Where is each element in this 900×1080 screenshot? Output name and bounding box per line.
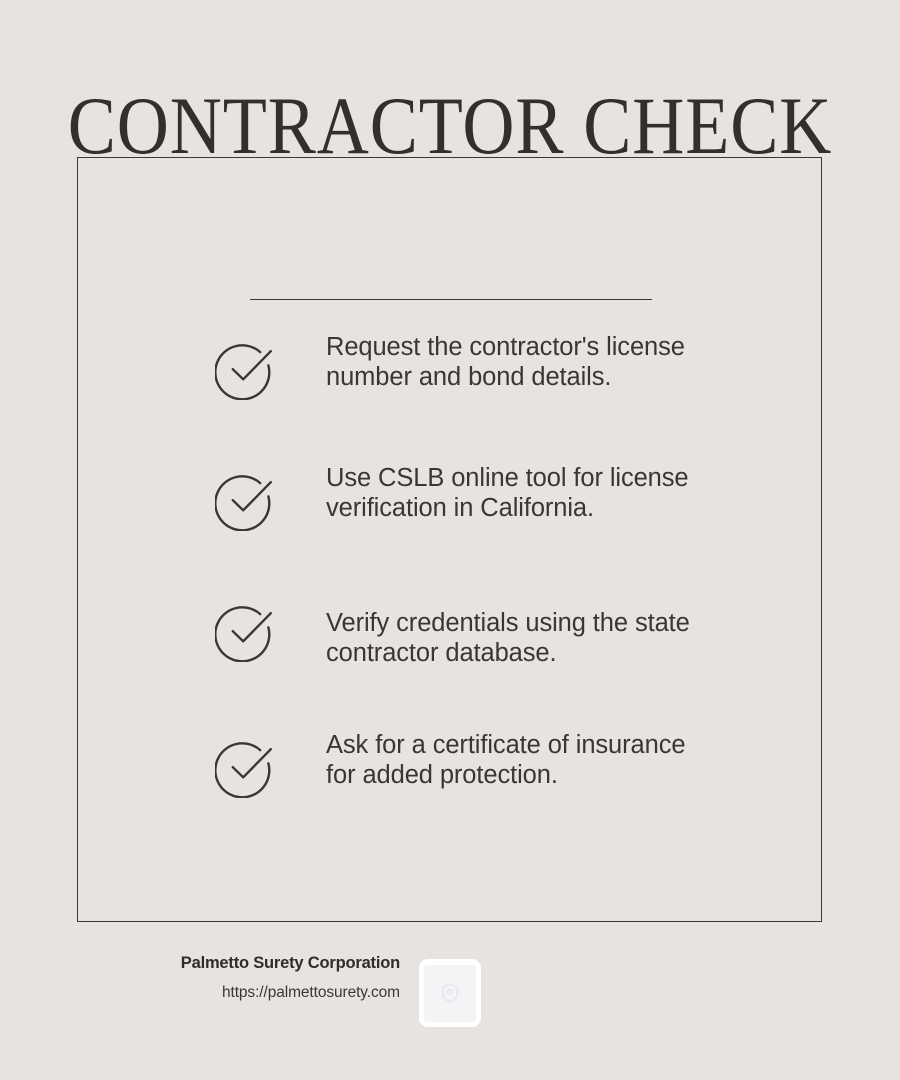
list-item-text: Request the contractor's license number and bond details. — [326, 333, 685, 391]
brand-name: Palmetto Surety Corporation — [180, 954, 400, 972]
check-circle-icon — [215, 736, 277, 798]
check-circle-icon — [215, 469, 277, 531]
list-item — [215, 464, 775, 531]
list-item-text: Verify credentials using the state contractor database. — [326, 609, 690, 667]
footer-text-block — [0, 952, 400, 1003]
logo-inner-panel — [424, 965, 476, 1022]
footer — [0, 952, 900, 1032]
list-item-text: Ask for a certificate of insurance for added protection. — [326, 731, 686, 789]
list-item-text: Use CSLB online tool for license verification in California. — [326, 464, 689, 522]
list-item — [215, 598, 775, 668]
list-item — [215, 731, 775, 798]
divider-rule — [250, 299, 652, 300]
check-circle-icon — [215, 600, 277, 662]
brand-url[interactable]: https://palmettosurety.com — [221, 984, 400, 1001]
shield-icon — [442, 983, 458, 1003]
page-title: CONTRACTOR CHECK — [67, 79, 833, 171]
content-frame — [77, 157, 822, 922]
check-circle-icon — [215, 338, 277, 400]
company-logo — [419, 959, 481, 1027]
list-item — [215, 333, 775, 400]
